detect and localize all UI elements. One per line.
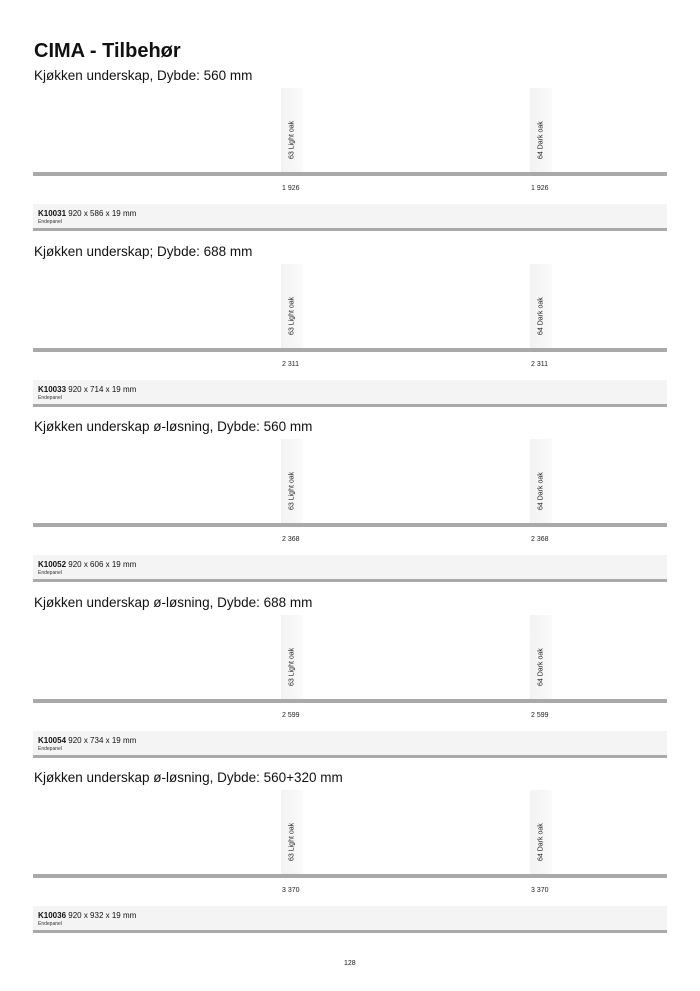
section-subtitle: Kjøkken underskap ø-løsning, Dybde: 560 mm <box>34 419 313 434</box>
column-label: 63 Light oak <box>288 296 296 335</box>
price-dark-oak: 1 926 <box>531 185 549 192</box>
column-label: 63 Light oak <box>288 822 296 861</box>
column-header-dark-oak <box>530 264 552 348</box>
page-title: CIMA - Tilbehør <box>34 40 181 62</box>
section-subtitle: Kjøkken underskap ø-løsning, Dybde: 560+320 mm <box>34 770 343 785</box>
product-description: Endepanel <box>38 570 62 576</box>
column-label: 64 Dark oak <box>537 121 545 159</box>
product-code-line <box>38 911 136 920</box>
product-dimensions: 920 x 714 x 19 mm <box>68 384 137 394</box>
product-description: Endepanel <box>38 921 62 927</box>
product-description: Endepanel <box>38 394 62 401</box>
product-code-line <box>38 736 136 745</box>
section-subtitle: Kjøkken underskap, Dybde: 560 mm <box>34 68 253 83</box>
product-dimensions: 920 x 606 x 19 mm <box>68 560 137 569</box>
product-dimensions: 920 x 734 x 19 mm <box>68 735 137 745</box>
page-number: 128 <box>344 960 356 967</box>
divider <box>33 523 667 527</box>
column-label: 64 Dark oak <box>537 823 545 861</box>
divider <box>33 699 667 703</box>
column-header-dark-oak <box>530 615 552 699</box>
column-header-light-oak <box>281 615 303 699</box>
product-code: K10031 <box>38 209 67 218</box>
product-section <box>33 770 667 940</box>
column-label: 64 Dark oak <box>537 472 545 510</box>
column-header-light-oak <box>281 439 303 523</box>
column-header-light-oak <box>281 88 303 172</box>
product-section <box>33 244 667 414</box>
product-code-line <box>38 560 136 569</box>
product-row <box>33 204 667 231</box>
section-subtitle: Kjøkken underskap ø-løsning, Dybde: 688 mm <box>34 594 313 610</box>
product-code: K10054 <box>38 735 67 745</box>
product-section <box>33 595 667 765</box>
column-label: 63 Light oak <box>288 120 296 159</box>
product-row <box>33 731 667 758</box>
column-header-light-oak <box>281 790 303 874</box>
column-label: 64 Dark oak <box>537 647 545 686</box>
price-dark-oak: 2 311 <box>531 360 548 368</box>
price-light-oak: 2 368 <box>282 536 300 543</box>
product-section <box>33 68 667 238</box>
column-label: 63 Light oak <box>288 647 296 686</box>
column-label: 64 Dark oak <box>537 296 545 335</box>
product-row <box>33 906 667 933</box>
divider <box>33 348 667 352</box>
product-section <box>33 419 667 589</box>
product-row <box>33 380 667 407</box>
price-light-oak: 1 926 <box>282 185 300 192</box>
product-code-line <box>38 385 136 394</box>
divider <box>33 874 667 878</box>
column-label: 63 Light oak <box>288 471 296 510</box>
product-dimensions: 920 x 586 x 19 mm <box>68 209 137 218</box>
section-subtitle: Kjøkken underskap; Dybde: 688 mm <box>34 243 253 259</box>
price-dark-oak: 2 368 <box>531 536 549 543</box>
product-code: K10052 <box>38 560 67 569</box>
product-code-line <box>38 209 136 218</box>
column-header-dark-oak <box>530 88 552 172</box>
product-description: Endepanel <box>38 219 62 225</box>
price-dark-oak: 3 370 <box>531 887 549 894</box>
product-code: K10036 <box>38 911 67 920</box>
product-dimensions: 920 x 932 x 19 mm <box>68 911 137 920</box>
price-dark-oak: 2 599 <box>531 711 549 719</box>
column-header-dark-oak <box>530 790 552 874</box>
divider <box>33 172 667 176</box>
price-light-oak: 2 599 <box>282 711 300 719</box>
column-header-light-oak <box>281 264 303 348</box>
product-code: K10033 <box>38 384 67 394</box>
product-row <box>33 555 667 582</box>
column-header-dark-oak <box>530 439 552 523</box>
price-light-oak: 3 370 <box>282 887 300 894</box>
price-light-oak: 2 311 <box>282 360 299 368</box>
product-description: Endepanel <box>38 745 62 752</box>
